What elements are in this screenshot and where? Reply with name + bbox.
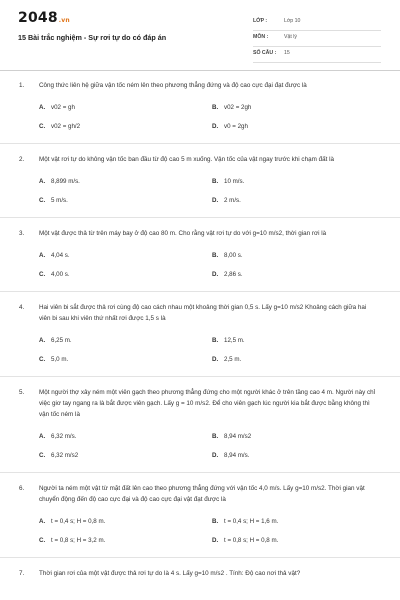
question-7 (0, 568, 400, 579)
option-b[interactable] (212, 433, 251, 440)
option-text: v02 = gh/2 (51, 123, 81, 130)
header-divider (0, 70, 400, 71)
option-letter: A. (39, 104, 46, 111)
option-letter: D. (212, 197, 219, 204)
option-c[interactable] (39, 123, 80, 130)
document-meta (253, 15, 381, 63)
meta-value: 15 (284, 50, 290, 56)
options (0, 165, 400, 211)
option-b[interactable] (212, 337, 245, 344)
question-5 (0, 387, 400, 473)
option-letter: B. (212, 178, 219, 185)
question-text: 4. Hai viên bi sắt được thả rơi cùng độ cao cách nhau một khoảng thời gian 0,5 s. Lấy g=10 m/s2 Khoảng cách giữa hai viên bi sau khi viên thứ nhất rơi được 1,5 s là (19, 304, 367, 322)
option-text: 2,86 s. (224, 271, 243, 278)
option-text: 5,0 m. (51, 356, 69, 363)
meta-value: Vật lý (284, 34, 297, 40)
option-text: 6,32 m/s. (51, 433, 77, 440)
option-letter: B. (212, 433, 219, 440)
document-title: 15 Bài trắc nghiệm - Sự rơi tự do có đáp án (18, 33, 167, 42)
option-text: 2,5 m. (224, 356, 242, 363)
options (0, 505, 400, 551)
option-text: t = 0,8 s; H = 0,8 m. (224, 537, 279, 544)
question-list (0, 80, 400, 579)
option-d[interactable] (212, 271, 243, 278)
options (0, 420, 400, 466)
option-letter: A. (39, 518, 46, 525)
option-letter: C. (39, 356, 46, 363)
option-letter: A. (39, 433, 46, 440)
option-c[interactable] (39, 537, 105, 544)
question-text: 6. Người ta ném một vật từ mặt đất lên cao theo phương thẳng đứng với vận tốc 4,0 m/s. Lấy g=10 m/s2. Thời gian vật chuyển động đến độ cao cực đại và độ cao cực đại vật đạt được là (19, 485, 365, 503)
question-6 (0, 483, 400, 558)
option-c[interactable] (39, 271, 70, 278)
option-letter: B. (212, 518, 219, 525)
option-letter: C. (39, 537, 46, 544)
options (0, 324, 400, 370)
option-b[interactable] (212, 252, 243, 259)
question-text: 2. Một vật rơi tự do không vận tốc ban đầu từ độ cao 5 m xuống. Vận tốc của vật ngay trước khi chạm đất là (19, 156, 334, 163)
option-letter: D. (212, 537, 219, 544)
option-letter: A. (39, 178, 46, 185)
option-text: 2 m/s. (224, 197, 241, 204)
question-number: 2. (19, 156, 25, 163)
question-text: 1. Công thức liên hệ giữa vận tốc ném lên theo phương thẳng đứng và độ cao cực đại đạt được là (19, 82, 307, 89)
option-text: 6,32 m/s2 (51, 452, 79, 459)
question-text: 5. Một người thợ xây ném một viên gạch theo phương thẳng đứng cho một người khác ở trên tầng cao 4 m. Người này chỉ việc giơ tay ngang ra là bắt được viên gạch. Lấy g = 10 m/s2. Để cho viên gạch lúc người kia bắt được bằng không thì vận tốc ném là (19, 389, 376, 418)
logo-tld: .vn (58, 17, 70, 24)
option-a[interactable] (39, 252, 70, 259)
option-text: 8,94 m/s2 (224, 433, 252, 440)
options (0, 239, 400, 285)
option-text: 8,00 s. (224, 252, 243, 259)
option-letter: C. (39, 452, 46, 459)
question-divider (0, 376, 400, 377)
meta-label: LỚP : (253, 18, 268, 24)
options (0, 91, 400, 137)
option-text: v02 = gh (51, 104, 75, 111)
question-4 (0, 302, 400, 377)
option-a[interactable] (39, 433, 76, 440)
logo-main: 2048 (18, 10, 58, 26)
question-2 (0, 154, 400, 218)
document-header (0, 0, 400, 62)
option-text: 12,5 m. (224, 337, 245, 344)
option-letter: C. (39, 271, 46, 278)
option-letter: D. (212, 452, 219, 459)
option-letter: C. (39, 197, 46, 204)
meta-row-class (253, 15, 381, 31)
question-divider (0, 472, 400, 473)
option-letter: C. (39, 123, 46, 130)
option-letter: B. (212, 252, 219, 259)
option-d[interactable] (212, 356, 241, 363)
question-number: 1. (19, 82, 25, 89)
option-text: v0 = 2gh (224, 123, 248, 130)
option-letter: B. (212, 337, 219, 344)
option-letter: D. (212, 123, 219, 130)
question-divider (0, 143, 400, 144)
question-number: 4. (19, 304, 25, 311)
option-letter: D. (212, 356, 219, 363)
meta-label: MÔN : (253, 34, 269, 40)
option-d[interactable] (212, 537, 278, 544)
meta-row-subject (253, 31, 381, 47)
question-number: 6. (19, 485, 25, 492)
option-text: 5 m/s. (51, 197, 68, 204)
option-text: v02 = 2gh (224, 104, 252, 111)
option-text: t = 0,4 s; H = 1,6 m. (224, 518, 279, 525)
option-a[interactable] (39, 104, 75, 111)
question-text: 3. Một vật được thả từ trên máy bay ở độ cao 80 m. Cho rằng vật rơi tự do với g=10 m/s2, thời gian rơi là (19, 230, 327, 237)
question-number: 3. (19, 230, 25, 237)
option-d[interactable] (212, 452, 249, 459)
option-b[interactable] (212, 518, 278, 525)
option-d[interactable] (212, 123, 248, 130)
option-text: 4,00 s. (51, 271, 70, 278)
meta-label: SỐ CÂU : (253, 50, 277, 56)
question-number: 7. (19, 570, 25, 577)
question-divider (0, 557, 400, 558)
option-text: 4,04 s. (51, 252, 70, 259)
option-a[interactable] (39, 518, 105, 525)
meta-row-count (253, 47, 381, 63)
question-divider (0, 217, 400, 218)
question-text: 7. Thời gian rơi của một vật được thả rơi tự do là 4 s. Lấy g=10 m/s2 . Tính: Độ cao nơi thả vật? (19, 570, 301, 577)
question-number: 5. (19, 389, 25, 396)
option-a[interactable] (39, 337, 72, 344)
option-text: t = 0,8 s; H = 3,2 m. (51, 537, 106, 544)
meta-value: Lớp 10 (284, 18, 301, 24)
option-text: 8,94 m/s. (224, 452, 250, 459)
question-3 (0, 228, 400, 292)
option-b[interactable] (212, 104, 251, 111)
option-d[interactable] (212, 197, 241, 204)
question-1 (0, 80, 400, 144)
option-letter: B. (212, 104, 219, 111)
option-letter: D. (212, 271, 219, 278)
option-text: t = 0,4 s; H = 0,8 m. (51, 518, 106, 525)
option-c[interactable] (39, 452, 78, 459)
option-c[interactable] (39, 356, 68, 363)
option-letter: A. (39, 337, 46, 344)
option-text: 6,25 m. (51, 337, 72, 344)
option-a[interactable] (39, 178, 80, 185)
option-b[interactable] (212, 178, 244, 185)
option-text: 8,899 m/s. (51, 178, 80, 185)
option-text: 10 m/s. (224, 178, 245, 185)
option-c[interactable] (39, 197, 68, 204)
option-letter: A. (39, 252, 46, 259)
site-logo[interactable] (18, 10, 70, 26)
question-divider (0, 291, 400, 292)
